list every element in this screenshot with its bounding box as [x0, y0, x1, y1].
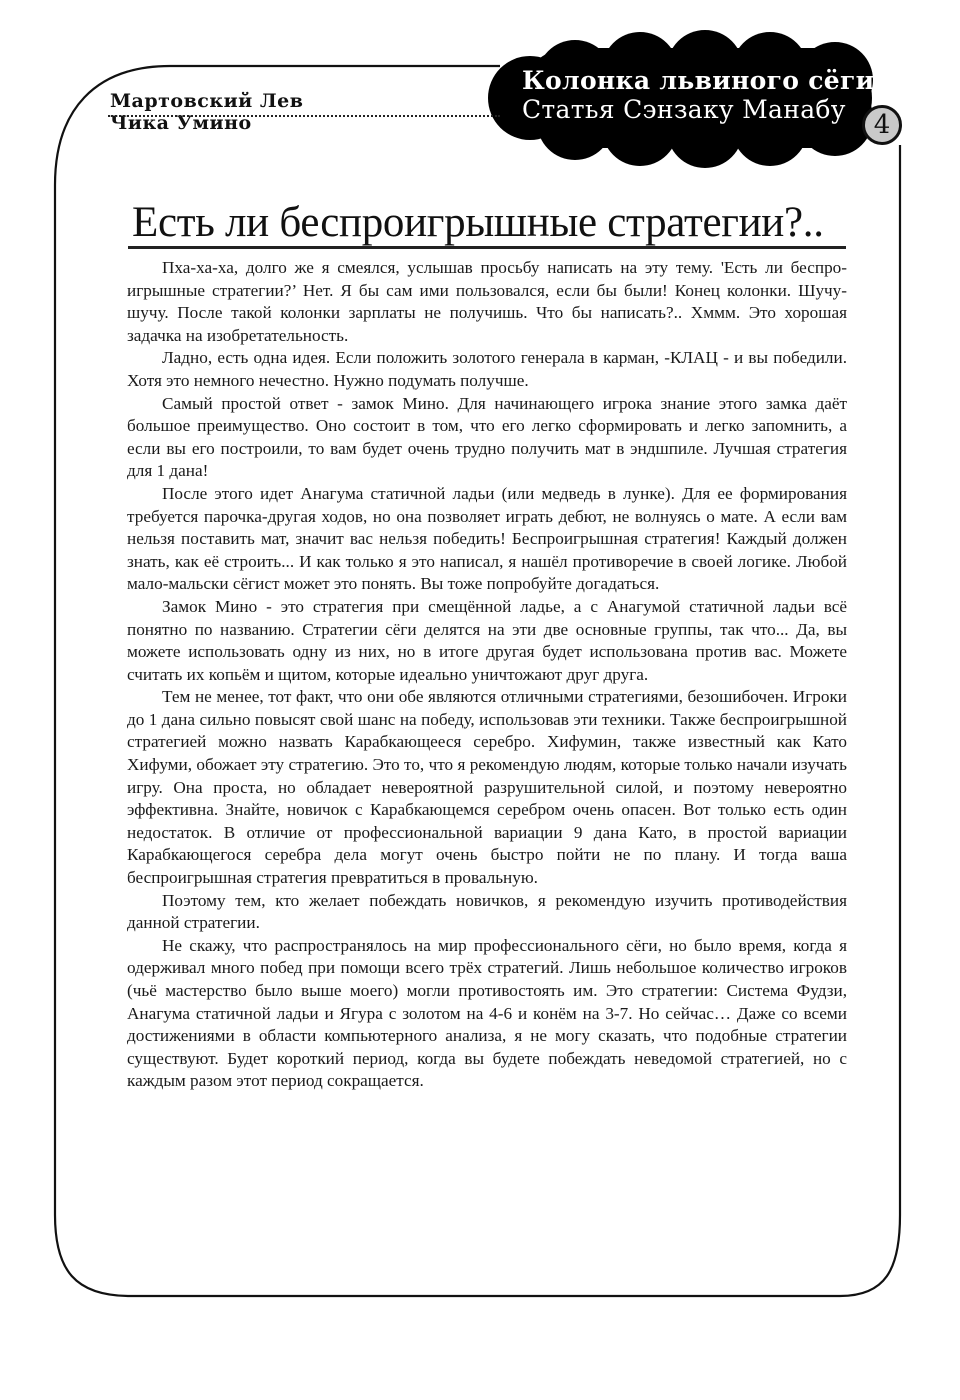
paragraph: Пха-ха-ха, долго же я смеялся, услышав просьбу написать на эту тему. 'Есть ли беспроигрышные стратегии?’ Нет. Я бы сам ими пользовался, если бы были! Конец колонки. Шучу-шучу. После такой колонки зарплаты не получишь. Что бы написать?.. Хммм. Это хорошая задачка на изобретательность.: [127, 258, 847, 345]
column-title-block: [522, 66, 874, 124]
paragraph: Самый простой ответ - замок Мино. Для начинающего игрока знание этого замка даёт большое преимущество. Оно состоит в том, что его легко сформировать и легко запомнить, а если вы его построили, то вам будет очень трудно получить мат в эндшпиле. Лучшая стратегия для 1 дана!: [127, 393, 847, 481]
paragraph: После этого идет Анагума статичной ладьи (или медведь в лунке). Для ее формирования требуется парочка-другая ходов, но она позволяет играть дебют, не волнуясь о мате. А если вам нельзя поставить мат, значит вас нельзя победить! Беспроигрышная стратегия! Каждый должен знать, как её строить... И как только я это написал, я нашёл противоречие в своей логике. Любой мало-мальски сёгист может это понять. Вы тоже попробуйте догадаться.: [127, 483, 847, 594]
authors-block: [110, 90, 303, 134]
dotted-divider: [108, 115, 500, 117]
article-body: [127, 257, 847, 1093]
title-underline: [128, 246, 846, 249]
article-title: Есть ли беспроигрышные стратегии?..: [132, 199, 824, 246]
author-1: Мартовский Лев: [110, 90, 304, 112]
paragraph: Тем не менее, тот факт, что они обе являются отличными стратегиями, безошибочен. Игроки до 1 дана сильно повысят свой шанс на победу, использовав эти техники. Также беспроигрышной стратегией можно назвать Карабкающееся серебро. Хифумин, также известный как Като Хифуми, обожает эту стратегию. Это то, что я рекомендую людям, которые только начали изучать игру. Она проста, но обладает невероятной разрушительной силой, и поэтому невероятно эффективна. Знайте, новичок с Карабкающемся серебром очень опасен. Вот только есть один недостаток. В отличие от профессиональной вариации 9 дана Като, в простой вариации Карабкающегося серебра дела могут очень быстро пойти не по плану. И тогда ваша беспроигрышная стратегия превратиться в провальную.: [127, 687, 847, 888]
column-title: Колонка львиного сёги: [522, 66, 875, 95]
paragraph: Замок Мино - это стратегия при смещённой ладье, а с Анагумой статичной ладьи всё понятно по названию. Стратегии сёги делятся на эти две основные группы, так что... Да, вы можете использовать одну из них, но в итоге другая будет использована против вас. Можете считать их копьём и щитом, которые идеально уничтожают друг друга.: [127, 596, 847, 684]
paragraph: Ладно, есть одна идея. Если положить золотого генерала в карман, -КЛАЦ - и вы победили. Хотя это немного нечестно. Нужно подумать получше.: [127, 348, 847, 390]
author-2: Чика Умино: [110, 112, 252, 134]
column-subtitle: Статья Сэнзаку Манабу: [522, 95, 846, 124]
paragraph: Не скажу, что распространялось на мир профессионального сёги, но было время, когда я одерживал много побед при помощи всего трёх стратегий. Лишь небольшое количество игроков (чьё мастерство было выше моего) могли противостоять им. Это стратегии: Система Фудзи, Анагума статичной ладьи и Ягура с золотом на 4-6 и конём на 3-7. Но сейчас… Даже со всеми достижениями в области компьютерного анализа, я не могу сказать, что подобные стратегии существуют. Будет короткий период, когда вы будете побеждать неведомой стратегией, но с каждым разом этот период сокращается.: [127, 935, 847, 1091]
issue-number-badge: 4: [862, 105, 902, 145]
paragraph: Поэтому тем, кто желает побеждать новичков, я рекомендую изучить противодействия данной стратегии.: [127, 890, 847, 933]
